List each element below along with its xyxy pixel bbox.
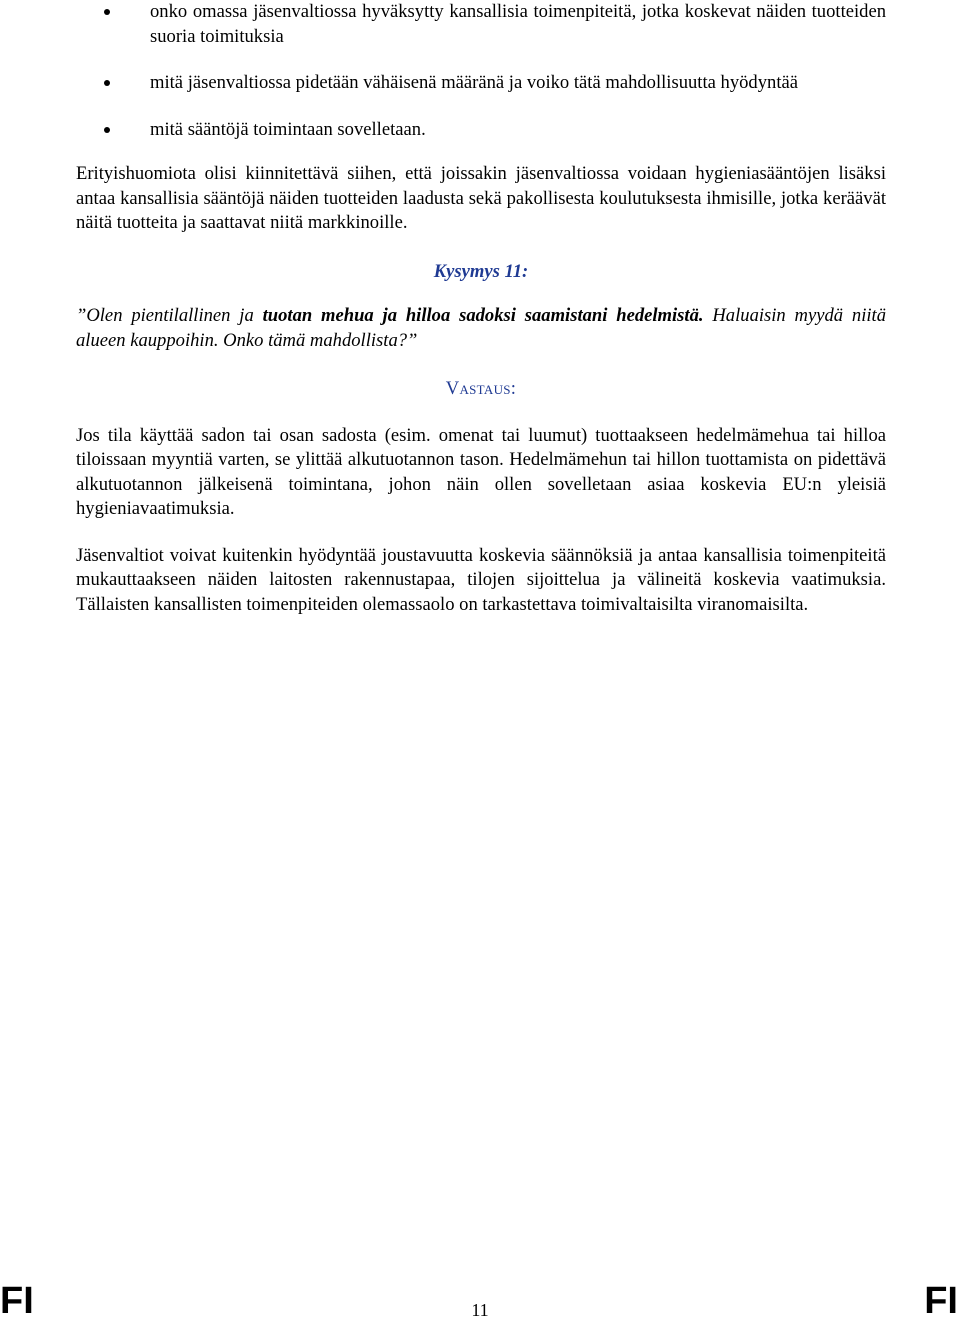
document-body: [76, 0, 886, 617]
intro-paragraph: Erityishuomiota olisi kiinnitettävä siihen, että joissakin jäsenvaltiossa voidaan hygieniasääntöjen lisäksi antaa kansallisia sääntöjä näiden tuotteiden laadusta sekä pakollisesta koulutuksesta ihmisille, jotka keräävät näitä tuotteita ja saattavat niitä markkinoille.: [76, 163, 886, 233]
answer-heading: Vastaus:: [445, 378, 517, 399]
footer-language-code-right: FI: [924, 1280, 958, 1322]
answer-paragraph: Jos tila käyttää sadon tai osan sadosta (esim. omenat tai luumut) tuottaakseen hedelmämehua tai hilloa tiloissaan myyntiä varten, se ylittää alkutuotannon tason. Hedelmämehun tai hillon tuottamista on pidettävä alkutuotannon jälkeisenä toimintana, johon näin ollen sovelletaan asiaa koskevia EU:n yleisiä hygieniavaatimuksia.: [76, 424, 886, 519]
footer-language-code-left: FI: [0, 1280, 34, 1322]
question-text: [76, 304, 886, 353]
bullet-item: mitä jäsenvaltiossa pidetään vähäisenä määränä ja voiko tätä mahdollisuutta hyödyntää: [76, 71, 886, 96]
question-heading: Kysymys 11:: [433, 260, 529, 282]
bullet-item: mitä sääntöjä toimintaan sovelletaan.: [76, 118, 886, 143]
question-text-part: ”Olen pientilallinen ja: [76, 305, 263, 326]
question-text-emphasis: tuotan mehua ja hilloa sadoksi saamistani hedelmistä.: [262, 305, 704, 326]
answer-paragraph: Jäsenvaltiot voivat kuitenkin hyödyntää joustavuutta koskevia säännöksiä ja antaa kansallisia toimenpiteitä mukauttaakseen näiden laitosten rakennustapaa, tilojen sijoittelua ja välineitä koskevia vaatimuksia. Tällaisten kansallisten toimenpiteiden olemassaolo on tarkastettava toimivaltaisilta viranomaisilta.: [76, 544, 886, 615]
page-number: 11: [471, 1300, 489, 1320]
question-text-part: Haluaisin myydä niitä alueen kauppoihin. Onko tämä mahdollista?”: [76, 305, 886, 351]
bullet-list: [76, 0, 886, 142]
bullet-item: onko omassa jäsenvaltiossa hyväksytty kansallisia toimenpiteitä, jotka koskevat näiden tuotteiden suoria toimituksia: [76, 0, 886, 49]
